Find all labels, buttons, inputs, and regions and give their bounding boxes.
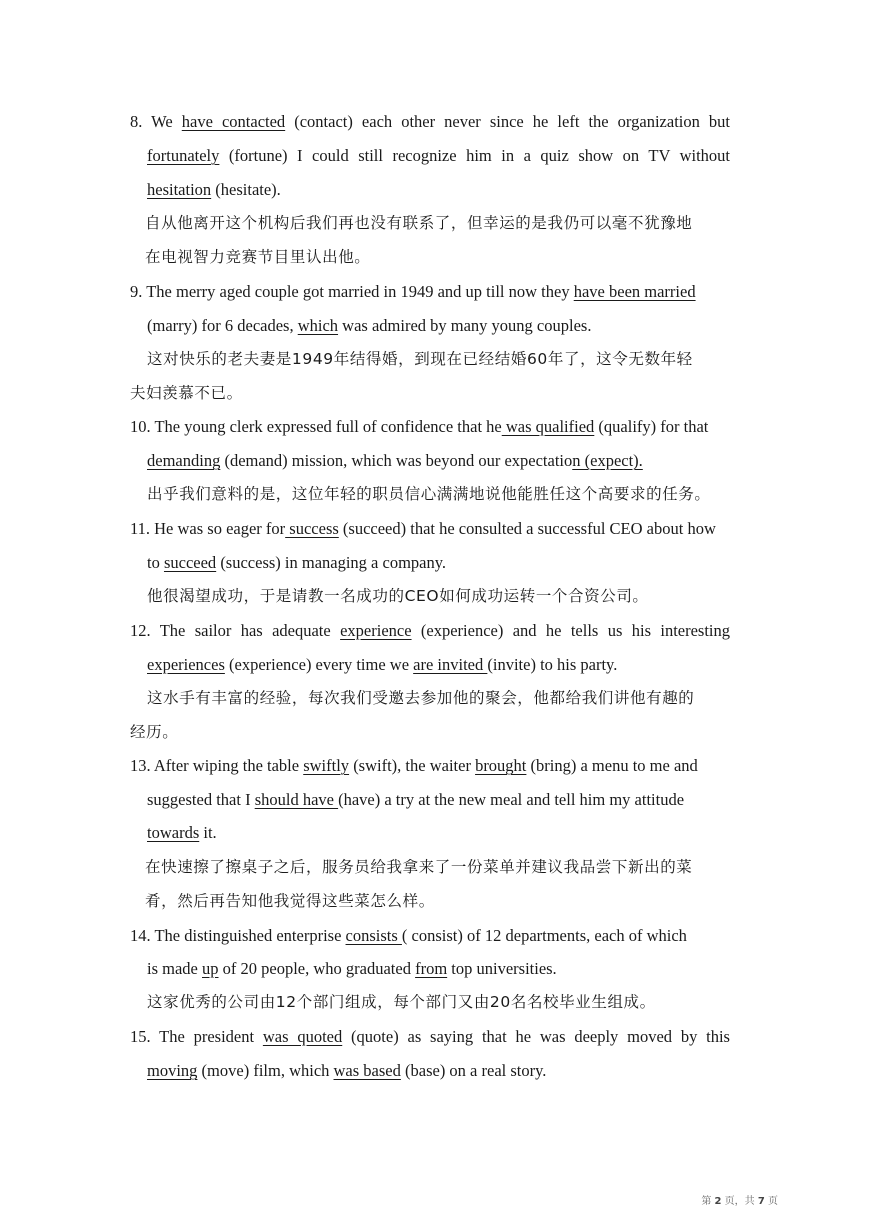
answer-blank: demanding [147, 451, 221, 470]
answer-blank: towards [147, 823, 200, 842]
answer-blank: was qualified [501, 417, 595, 436]
item-10-translation-1: 出乎我们意料的是，这位年轻的职员信心满满地说他能胜任这个高要求的任务。 [147, 485, 711, 503]
item-8-translation-1: 自从他离开这个机构后我们再也没有联系了，但幸运的是我仍可以毫不犹豫地 [145, 214, 693, 232]
item-8-line-3: hesitation (hesitate). [147, 180, 281, 199]
item-14-line-2: is made up of 20 people, who graduated from top universities. [147, 959, 557, 978]
item-8-translation-2: 在电视智力竞赛节目里认出他。 [145, 248, 371, 266]
item-13-line-2: suggested that I should have (have) a try at the new meal and tell him my attitude [147, 790, 685, 809]
item-12-translation-1: 这水手有丰富的经验，每次我们受邀去参加他的聚会，他都给我们讲他有趣的 [147, 689, 695, 707]
page-number: 2 [714, 1196, 722, 1207]
answer-blank: n (expect). [572, 451, 643, 470]
answer-blank: was based [333, 1061, 401, 1080]
item-13-translation-1: 在快速擦了擦桌子之后，服务员给我拿来了一份菜单并建议我品尝下新出的菜 [145, 858, 693, 876]
item-10-line-1: 10. The young clerk expressed full of confidence that he was qualified (qualify) for that [130, 417, 709, 436]
item-9-line-1: 9. The merry aged couple got married in 1949 and up till now they have been married [130, 282, 696, 301]
item-11-translation-1: 他很渴望成功，于是请教一名成功的CEO如何成功运转一个合资公司。 [147, 587, 649, 605]
answer-blank: experience [340, 621, 412, 640]
answer-blank: up [202, 959, 219, 978]
item-13-line-1: 13. After wiping the table swiftly (swift), the waiter brought (bring) a menu to me and [130, 756, 698, 775]
answer-blank: was quoted [262, 1027, 343, 1046]
answer-blank: success [285, 519, 339, 538]
item-12-line-1: 12. The sailor has adequate experience (experience) and he tells us his interesting [130, 621, 731, 640]
item-9-line-2: (marry) for 6 decades, which was admired by many young couples. [147, 316, 592, 335]
item-15-line-2: moving (move) film, which was based (base) on a real story. [147, 1061, 547, 1080]
item-11-line-2: to succeed (success) in managing a company. [147, 553, 447, 572]
item-14-line-1: 14. The distinguished enterprise consists ( consist) of 12 departments, each of which [130, 926, 687, 945]
answer-blank: moving [147, 1061, 198, 1080]
item-12-translation-2: 经历。 [130, 723, 179, 741]
answer-blank: should have [254, 790, 339, 809]
item-10-line-2: demanding (demand) mission, which was beyond our expectation (expect). [147, 451, 643, 470]
page-footer: 第 2 页，共 7 页 [701, 1196, 778, 1207]
item-15-line-1: 15. The president was quoted (quote) as saying that he was deeply moved by this [130, 1027, 730, 1046]
answer-blank: from [415, 959, 448, 978]
item-8-line-1: 8. We have contacted (contact) each other never since he left the organization but [130, 112, 730, 131]
answer-blank: consists [345, 926, 402, 945]
answer-blank: which [297, 316, 339, 335]
item-13-line-3: towards it. [147, 823, 217, 842]
item-8-line-2: fortunately (fortune) I could still recognize him in a quiz show on TV without [147, 146, 730, 165]
answer-blank: fortunately [147, 146, 220, 165]
answer-blank: succeed [163, 553, 217, 572]
answer-blank: brought [475, 756, 527, 775]
answer-blank: are invited [413, 655, 488, 674]
item-9-translation-2: 夫妇羡慕不已。 [130, 384, 243, 402]
answer-blank: experiences [147, 655, 225, 674]
item-11-line-1: 11. He was so eager for success (succeed) that he consulted a successful CEO about how [130, 519, 716, 538]
answer-blank: hesitation [147, 180, 212, 199]
answer-blank: have contacted [181, 112, 286, 131]
page-total: 7 [757, 1196, 765, 1207]
item-13-translation-2: 肴，然后再告知他我觉得这些菜怎么样。 [145, 892, 435, 910]
answer-blank: swiftly [303, 756, 350, 775]
item-14-translation-1: 这家优秀的公司由12个部门组成，每个部门又由20名名校毕业生组成。 [147, 993, 656, 1011]
item-12-line-2: experiences (experience) every time we are invited (invite) to his party. [147, 655, 618, 674]
item-9-translation-1: 这对快乐的老夫妻是1949年结得婚，到现在已经结婚60年了，这令无数年轻 [147, 350, 693, 368]
answer-blank: have been married [573, 282, 696, 301]
